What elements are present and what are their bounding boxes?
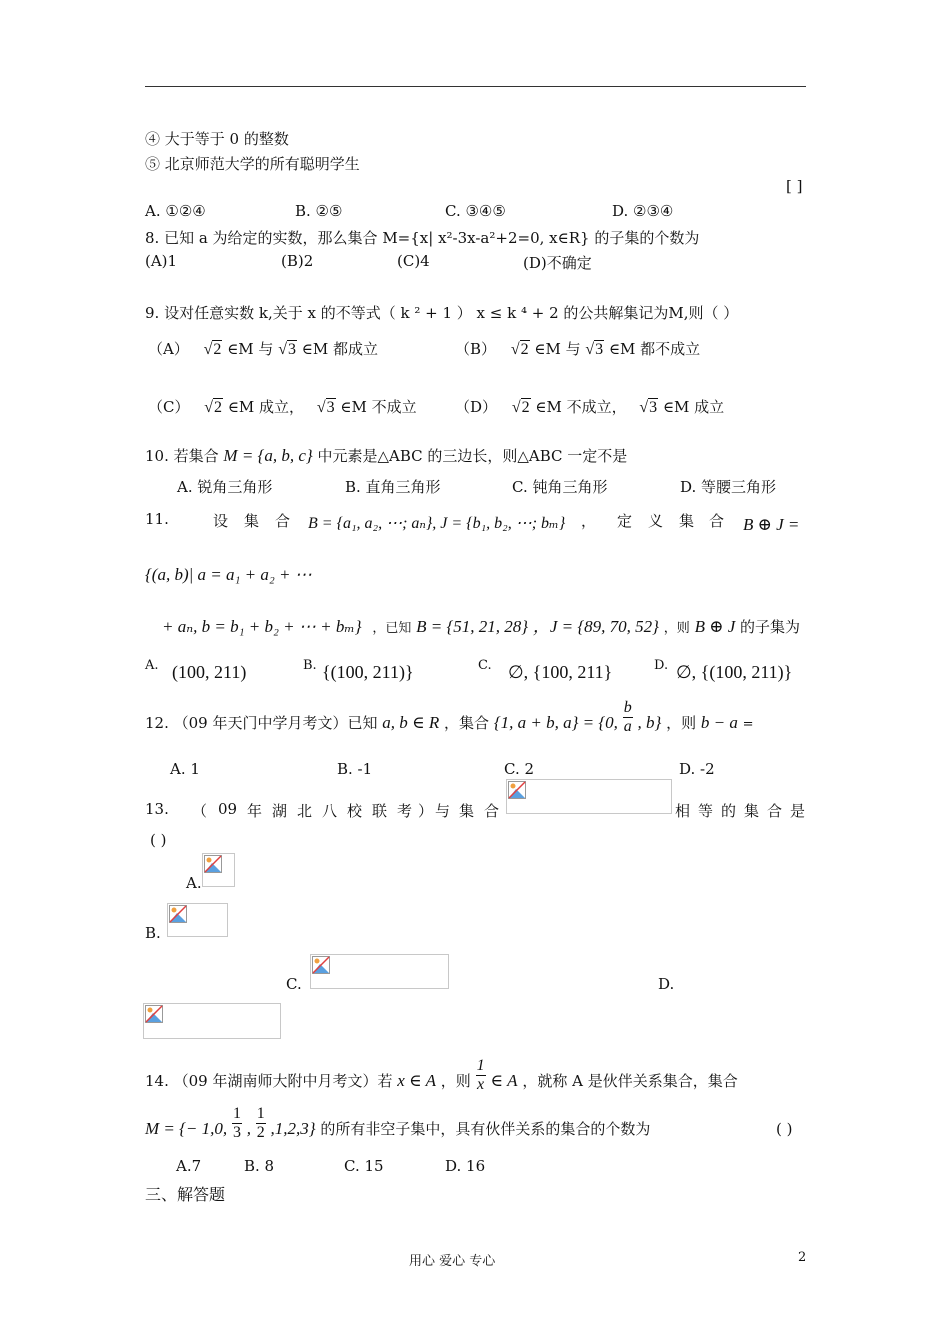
q10-option-b: B. 直角三角形 — [345, 478, 441, 496]
q8-option-b: (B)2 — [281, 252, 314, 270]
q10-set: M = {a, b, c} — [223, 446, 313, 465]
q11-number: 11. — [145, 510, 169, 528]
q14-option-a: A.7 — [176, 1157, 202, 1175]
sqrt3-expression: √3 — [278, 341, 296, 358]
sqrt3-expression: √3 — [639, 399, 658, 416]
q9-a-label: （A） — [148, 340, 189, 358]
header-rule — [145, 86, 806, 87]
q7-option-b: B. ②⑤ — [295, 202, 343, 220]
q7-option-d: D. ②③④ — [612, 202, 674, 220]
fraction-b-over-a: $\frac{b}{a}$ — [623, 698, 632, 735]
q12-stem: 12. （09 年天门中学月考文）已知 a, b ∈ R ，集合 {1, a + b, a} = {0, $\frac{b}{a}$ , b} ，则 b − a = — [145, 698, 754, 735]
q13-option-d-label: D. — [658, 975, 675, 993]
q10-stem: 10. 若集合 M = {a, b, c} 中元素是△ABC 的三边长，则△ABC 一定不是 — [145, 446, 628, 465]
sqrt2-expression: √2 — [510, 341, 529, 358]
item-4: ④ 大于等于 0 的整数 — [145, 130, 289, 148]
q14-option-d: D. 16 — [445, 1157, 486, 1175]
q8-option-d: (D)不确定 — [523, 254, 592, 272]
q8-text: 8. 已知 a 为给定的实数，那么集合 M={x| x²-3x-a²+2=0, x∈R} 的子集的个数为 — [145, 229, 700, 247]
q9-option-a: （A） √2 ∈M 与 √3 ∈M 都成立 — [148, 340, 378, 358]
page-number: 2 — [798, 1250, 807, 1265]
q13-option-b-label: B. — [145, 924, 161, 942]
q8-option-a: (A)1 — [145, 252, 178, 270]
q10-option-d: D. 等腰三角形 — [680, 478, 777, 496]
q14-answer-paren: ( ) — [776, 1120, 793, 1138]
q11-set-def: B = {a₁, a₂, ⋯; aₙ}, J = {b₁, b₂, ⋯; bₘ} — [308, 515, 566, 532]
q9-option-b: （B） √2 ∈M 与 √3 ∈M 都不成立 — [455, 340, 701, 358]
item-5: ⑤ 北京师范大学的所有聪明学生 — [145, 155, 360, 173]
q12-option-a: A. 1 — [170, 760, 200, 778]
answer-bracket: [ ] — [786, 177, 803, 195]
fraction-1-over-x: $\frac{1}{x}$ — [476, 1056, 485, 1093]
q11-option-b: {(100, 211)} — [322, 662, 414, 682]
q11-operator: B ⊕ J = — [743, 515, 800, 534]
q10-option-c: C. 钝角三角形 — [512, 478, 608, 496]
broken-image-icon — [310, 954, 449, 989]
q10-option-a: A. 锐角三角形 — [177, 478, 273, 496]
fraction-1-over-3: $\frac{1}{3}$ — [232, 1104, 241, 1141]
broken-image-icon — [202, 853, 235, 887]
q11-option-a-label: A. — [145, 658, 159, 673]
q11-option-d: ∅, {(100, 211)} — [676, 662, 793, 682]
q11-option-d-label: D. — [654, 658, 669, 673]
q11-option-a: (100, 211) — [172, 662, 247, 682]
fraction-1-over-2: $\frac{1}{2}$ — [256, 1104, 265, 1141]
q12-option-c: C. 2 — [504, 760, 535, 778]
q14-stem: 14. （09 年湖南师大附中月考文）若 x ∈ A ，则 $\frac{1}{x}$ ∈ A ，就称 A 是伙伴关系集合，集合 — [145, 1056, 738, 1093]
q12-option-b: B. -1 — [337, 760, 373, 778]
footer-motto: 用心 爱心 专心 — [409, 1254, 496, 1269]
section-heading: 三、解答题 — [145, 1185, 226, 1204]
q13-option-a-label: A. — [186, 874, 202, 892]
q11-option-b-label: B. — [303, 658, 317, 673]
q9-option-c: （C） √2 ∈M 成立， √3 ∈M 不成立 — [148, 398, 417, 416]
q14-option-b: B. 8 — [244, 1157, 275, 1175]
q14-set-line: M = {− 1,0, $\frac{1}{3}$ , $\frac{1}{2}$ ,1,2,3} 的所有非空子集中，具有伙伴关系的集合的个数为 — [145, 1104, 651, 1141]
broken-image-icon — [506, 779, 672, 814]
q11-line3: + aₙ, b = b₁ + b₂ + ⋯ + bₘ} ，已知 B = {51, 21, 28} ，J = {89, 70, 52} ，则 B ⊕ J 的子集为 — [162, 617, 801, 636]
q9-option-d: （D） √2 ∈M 不成立， √3 ∈M 成立 — [455, 398, 725, 416]
sqrt2-expression: √2 — [203, 341, 222, 358]
q7-option-c: C. ③④⑤ — [445, 202, 506, 220]
q8-option-c: (C)4 — [397, 252, 430, 270]
sqrt3-expression: √3 — [316, 399, 335, 416]
broken-image-icon — [167, 903, 228, 937]
sqrt2-expression: √2 — [511, 399, 530, 416]
sqrt2-expression: √2 — [204, 399, 223, 416]
q14-option-c: C. 15 — [344, 1157, 384, 1175]
q11-option-c-label: C. — [478, 658, 492, 673]
q12-option-d: D. -2 — [679, 760, 715, 778]
q9-text: 9. 设对任意实数 k,关于 x 的不等式（ k ² + 1 ） x ≤ k ⁴ + 2 的公共解集记为M,则（ ） — [145, 304, 739, 322]
q13-option-c-label: C. — [286, 975, 302, 993]
broken-image-icon — [143, 1003, 281, 1039]
sqrt3-expression: √3 — [585, 341, 604, 358]
q11-option-c: ∅, {100, 211} — [508, 662, 613, 682]
q7-option-a: A. ①②④ — [145, 202, 206, 220]
q13-answer-paren: ( ) — [150, 831, 167, 849]
q11-line2: {(a, b)| a = a₁ + a₂ + ⋯ — [145, 565, 312, 584]
